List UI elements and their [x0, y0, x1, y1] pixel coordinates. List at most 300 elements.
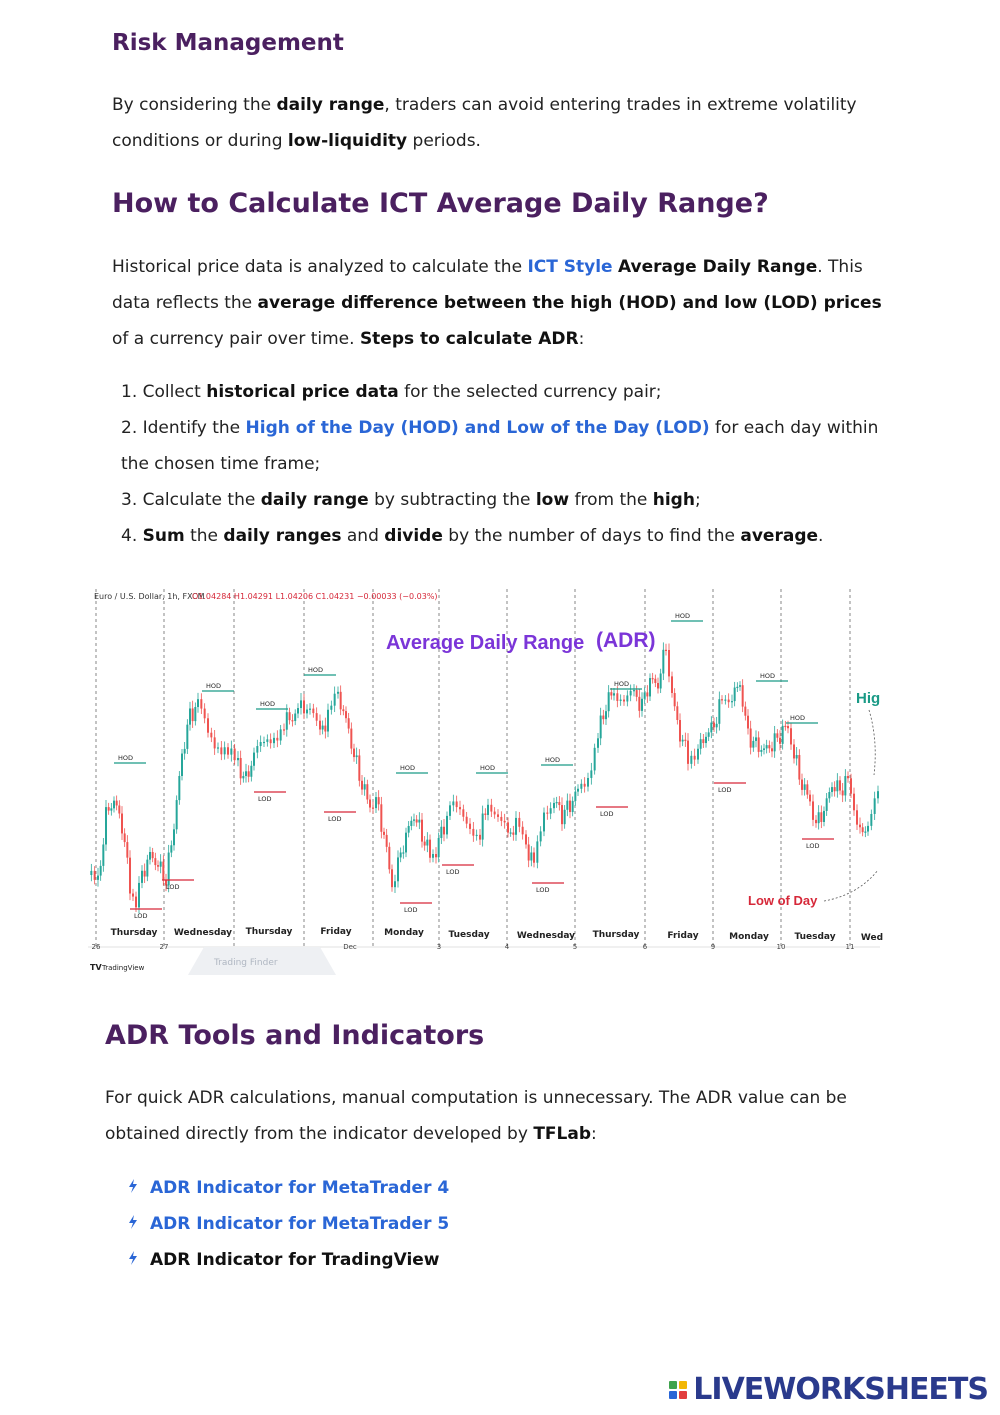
candle-body [289, 712, 291, 720]
candle-body [386, 835, 388, 847]
chart-title-adr: (ADR) [596, 629, 656, 652]
candle-body [809, 795, 811, 802]
candle-body [154, 858, 156, 865]
candle-body [747, 716, 749, 729]
candle-body [768, 745, 770, 748]
candle-body [253, 753, 255, 766]
candle-body [256, 746, 258, 753]
candle-body [736, 687, 738, 688]
candle-body [744, 707, 746, 716]
candle-body [787, 726, 789, 728]
candle-body [204, 709, 206, 719]
lod-label: LOD [166, 883, 180, 891]
candle-body [828, 792, 830, 798]
candle-body [776, 733, 778, 737]
candle-body [394, 881, 396, 887]
candle-body [242, 776, 244, 778]
lod-label: LOD [600, 810, 614, 818]
candle-body [662, 650, 664, 674]
candle-body [763, 748, 765, 750]
day-label: Tuesday [448, 930, 490, 940]
candle-body [388, 847, 390, 869]
candle-body [613, 693, 615, 695]
candle-body [644, 692, 646, 698]
day-label: Tuesday [794, 932, 836, 942]
candle-body [400, 852, 402, 857]
candle-body [536, 841, 538, 862]
risk-heading: Risk Management [112, 30, 344, 56]
candle-body [610, 692, 612, 695]
candle-body [375, 797, 377, 808]
candle-body [94, 871, 96, 880]
hod-label: HOD [118, 754, 134, 762]
candle-body [515, 818, 517, 835]
date-tick: 10 [776, 943, 786, 951]
day-label: Friday [667, 931, 699, 941]
liveworksheets-logo: LIVEWORKSHEETS [669, 1372, 988, 1407]
candle-body [572, 801, 574, 812]
candle-body [525, 834, 527, 844]
candle-body [319, 721, 321, 730]
candle-body [356, 755, 358, 757]
candle-body [462, 809, 464, 816]
candle-body [361, 781, 363, 790]
candle-body [345, 711, 347, 718]
candle-body [240, 758, 242, 778]
candle-body [366, 784, 368, 799]
date-tick: 3 [436, 943, 442, 951]
candle-body [353, 749, 355, 758]
candle-body [248, 771, 250, 776]
candle-body [263, 742, 265, 743]
candle-body [716, 724, 718, 728]
candle-body [710, 723, 712, 733]
candle-body [459, 807, 461, 809]
candle-body [779, 738, 781, 744]
candle-body [608, 692, 610, 711]
candle-body [358, 755, 360, 780]
candle-body [690, 756, 692, 764]
candle-body [510, 832, 512, 833]
candle-body [189, 708, 191, 724]
candle-body [782, 726, 784, 744]
candle-body [217, 747, 219, 748]
step-4: 4. Sum the daily ranges and divide by the number of days to find the average. [121, 526, 824, 546]
candle-body [815, 820, 817, 823]
candle-body [734, 688, 736, 702]
candle-body [728, 700, 730, 703]
candle-body [497, 814, 499, 817]
candle-body [665, 650, 667, 651]
candle-body [90, 871, 92, 875]
candle-body [574, 792, 576, 801]
candle-body [372, 808, 374, 809]
candle-body [337, 692, 339, 694]
candle-body [429, 840, 431, 858]
candle-body [438, 838, 440, 857]
candle-body [309, 709, 311, 710]
candle-body [682, 740, 684, 742]
candle-body [435, 854, 437, 857]
tradingview-item-label: ADR Indicator for TradingView [150, 1250, 440, 1270]
candle-body [820, 812, 822, 822]
candle-body [418, 820, 420, 823]
calc-paragraph: Historical price data is analyzed to calculate the ICT Style Average Daily Range. This data reflects the average difference between the high (HOD) and low (LOD) prices of a currency pair over time. Steps to calculate ADR: [112, 257, 882, 349]
candle-body [874, 798, 876, 814]
tools-paragraph: For quick ADR calculations, manual computation is unnecessary. The ADR value can be obtained directly from the indicator developed by TFLab: [105, 1088, 847, 1144]
date-tick: 27 [159, 943, 169, 951]
candle-body [760, 750, 762, 752]
candle-body [546, 813, 548, 814]
candle-body [121, 814, 123, 834]
candle-body [847, 776, 849, 778]
candle-body [135, 897, 137, 908]
candle-body [446, 816, 448, 835]
day-label: Wednesday [516, 931, 576, 941]
candle-body [472, 829, 474, 836]
mt5-link[interactable]: ADR Indicator for MetaTrader 5 [150, 1214, 450, 1234]
candle-body [283, 729, 285, 730]
candle-body [750, 728, 752, 747]
candle-body [674, 693, 676, 706]
candle-body [676, 706, 678, 720]
candle-body [700, 739, 702, 749]
candle-body [452, 801, 454, 805]
symbol-label: Euro / U.S. Dollar, 1h, FXCM [94, 592, 205, 601]
candle-body [149, 852, 151, 860]
candle-body [512, 832, 514, 834]
candle-body [469, 824, 471, 829]
candle-body [660, 673, 662, 688]
candle-body [416, 819, 418, 822]
candle-body [297, 708, 299, 713]
hod-label: HOD [480, 764, 496, 772]
candle-body [432, 854, 434, 858]
day-label: Friday [320, 927, 352, 937]
hod-label: HOD [614, 680, 630, 688]
tool-item-mt5[interactable] [128, 1206, 449, 1242]
candle-body [796, 755, 798, 758]
candle-body [227, 747, 229, 754]
candle-body [758, 737, 760, 751]
tools-list [128, 1170, 449, 1278]
candle-body [668, 650, 670, 676]
candle-body [443, 827, 445, 835]
candle-body [877, 791, 879, 798]
candle-body [864, 832, 866, 833]
candle-body [194, 707, 196, 721]
step-3: 3. Calculate the daily range by subtracting the low from the high; [121, 490, 701, 510]
candle-body [530, 852, 532, 860]
candle-body [316, 713, 318, 721]
candle-body [214, 737, 216, 748]
candle-body [721, 699, 723, 700]
candle-body [856, 810, 858, 824]
calc-heading: How to Calculate ICT Average Daily Range? [112, 188, 769, 219]
hod-label: HOD [790, 714, 806, 722]
candle-body [380, 804, 382, 831]
candle-body [867, 826, 869, 832]
candle-body [118, 805, 120, 813]
low-of-day-annotation: Low of Day [748, 893, 818, 908]
candle-body [580, 784, 582, 789]
day-label: Wed [860, 933, 884, 943]
candle-body [126, 842, 128, 858]
candle-body [197, 699, 199, 707]
candle-body [224, 747, 226, 754]
candle-body [636, 690, 638, 697]
candle-body [752, 741, 754, 748]
candle-body [207, 718, 209, 732]
candle-body [697, 749, 699, 760]
candle-body [540, 831, 542, 841]
day-label: Thursday [245, 927, 293, 937]
candle-body [113, 801, 115, 809]
candle-body [200, 699, 202, 708]
day-label: Wednesday [173, 928, 233, 938]
candle-body [250, 766, 252, 777]
candle-body [602, 716, 604, 720]
candle-body [237, 758, 239, 760]
candle-body [482, 814, 484, 840]
candle-body [638, 697, 640, 711]
candle-body [533, 852, 535, 862]
tool-item-tradingview [128, 1242, 449, 1278]
candle-body [652, 678, 654, 679]
candle-body [784, 726, 786, 727]
candle-body [600, 716, 602, 739]
candle-body [342, 709, 344, 711]
lod-label: LOD [536, 886, 550, 894]
lod-label: LOD [134, 912, 148, 920]
candle-body [507, 822, 509, 832]
candle-body [364, 784, 366, 789]
candle-body [587, 778, 589, 787]
candle-body [801, 780, 803, 790]
candle-body [566, 801, 568, 810]
candle-body [424, 842, 426, 846]
day-label: Monday [384, 928, 424, 938]
candle-body [410, 821, 412, 826]
candle-body [245, 771, 247, 776]
candle-body [378, 797, 380, 804]
candle-body [97, 876, 99, 880]
candle-body [818, 812, 820, 823]
candle-body [798, 755, 800, 780]
candle-body [184, 749, 186, 754]
date-tick: 6 [642, 943, 648, 951]
trading-finder-watermark: Trading Finder [214, 958, 278, 968]
candle-body [234, 749, 236, 761]
day-label: Monday [729, 932, 769, 942]
candle-body [260, 742, 262, 746]
candle-body [280, 729, 282, 740]
candle-body [266, 739, 268, 742]
candle-body [100, 866, 102, 876]
candle-body [157, 865, 159, 867]
candle-body [141, 871, 143, 883]
candle-body [110, 808, 112, 810]
candle-body [831, 787, 833, 792]
high-annotation: Hig [856, 690, 881, 707]
ohlc-readout: O1.04284 H1.04291 L1.04206 C1.04231 −0.00033 (−0.03%) [192, 592, 438, 601]
candle-body [641, 699, 643, 711]
candle-body [705, 737, 707, 743]
lod-label: LOD [404, 906, 418, 914]
candle-body [561, 805, 563, 824]
candle-body [108, 807, 110, 811]
candle-body [102, 844, 104, 865]
candle-body [620, 700, 622, 701]
candle-body [839, 780, 841, 790]
candle-body [755, 737, 757, 741]
lod-label: LOD [446, 868, 460, 876]
tradingview-logo: TradingView [102, 964, 145, 972]
candle-body [646, 692, 648, 696]
lod-label: LOD [258, 795, 272, 803]
candle-body [739, 685, 741, 687]
candle-body [476, 835, 478, 836]
lod-label: LOD [718, 786, 732, 794]
candle-body [671, 676, 673, 693]
candle-body [144, 871, 146, 877]
candle-body [657, 683, 659, 688]
candle-body [340, 692, 342, 710]
candle-body [270, 739, 272, 743]
date-tick: 4 [504, 943, 510, 951]
candle-body [584, 784, 586, 787]
date-tick: 9 [710, 943, 716, 951]
candle-body [850, 778, 852, 793]
candle-body [522, 827, 524, 835]
candle-body [623, 700, 625, 702]
candle-body [327, 710, 329, 732]
ict-style-link[interactable]: ICT Style [527, 257, 613, 277]
bolt-icon [128, 1170, 142, 1206]
candle-body [324, 726, 326, 732]
bolt-icon [128, 1206, 142, 1242]
candle-body [466, 817, 468, 824]
candle-body [408, 826, 410, 833]
candle-body [413, 819, 415, 820]
candle-body [724, 700, 726, 701]
candle-body [186, 725, 188, 749]
candle-body [494, 812, 496, 815]
candle-body [490, 805, 492, 812]
candle-body [312, 709, 314, 713]
candle-body [369, 800, 371, 808]
candle-body [456, 801, 458, 807]
candle-body [569, 801, 571, 812]
step-2: 2. Identify the High of the Day (HOD) and Low of the Day (LOD) for each day within the chosen time frame; [121, 418, 879, 474]
hod-label: HOD [260, 700, 276, 708]
candle-body [713, 723, 715, 728]
candle-body [826, 798, 828, 811]
adr-chart [88, 585, 884, 975]
candle-body [708, 732, 710, 736]
candle-body [842, 791, 844, 796]
adr-chart-svg [88, 585, 884, 975]
liveworksheets-logo-icon [669, 1381, 687, 1399]
candle-body [124, 833, 126, 842]
candle-body [694, 756, 696, 760]
candle-body [116, 801, 118, 806]
candle-body [129, 858, 131, 894]
tool-item-mt4[interactable] [128, 1170, 449, 1206]
candle-body [421, 820, 423, 842]
candle-body [273, 738, 275, 743]
candle-body [152, 852, 154, 858]
candle-body [402, 852, 404, 853]
chart-title: Average Daily Range [386, 632, 585, 654]
candle-body [654, 679, 656, 683]
hod-label: HOD [308, 666, 324, 674]
step-1: 1. Collect historical price data for the selected currency pair; [121, 382, 662, 402]
mt4-link[interactable]: ADR Indicator for MetaTrader 4 [150, 1178, 450, 1198]
candle-body [597, 738, 599, 748]
candle-body [484, 814, 486, 815]
lod-label: LOD [328, 815, 342, 823]
candle-body [550, 808, 552, 813]
candle-body [806, 784, 808, 794]
tradingview-icon: TV [90, 963, 102, 972]
hod-label: HOD [545, 756, 561, 764]
candle-body [577, 789, 579, 792]
candle-body [350, 729, 352, 749]
candle-body [564, 810, 566, 824]
candle-body [348, 718, 350, 728]
candle-body [181, 754, 183, 776]
date-tick: Dec [343, 943, 357, 951]
candle-body [702, 739, 704, 743]
candle-body [146, 860, 148, 877]
hod-label: HOD [400, 764, 416, 772]
candle-body [790, 728, 792, 744]
candle-body [449, 805, 451, 816]
candle-body [853, 794, 855, 811]
tools-heading: ADR Tools and Indicators [105, 1020, 485, 1051]
candle-body [518, 818, 520, 827]
risk-paragraph: By considering the daily range, traders can avoid entering trades in extreme volatility conditions or during low-liquidity periods. [112, 95, 857, 151]
day-label: Thursday [110, 928, 158, 938]
candle-body [793, 744, 795, 758]
candle-body [590, 770, 592, 778]
candle-body [286, 712, 288, 729]
candle-body [626, 695, 628, 701]
candle-body [405, 833, 407, 853]
candle-body [605, 711, 607, 719]
candle-body [176, 800, 178, 829]
candle-body [330, 706, 332, 710]
candle-body [105, 807, 107, 844]
candle-body [178, 776, 180, 800]
candle-body [804, 784, 806, 790]
hod-label: HOD [675, 612, 691, 620]
bolt-icon [128, 1242, 142, 1278]
hod-label: HOD [760, 672, 776, 680]
candle-body [192, 708, 194, 721]
candle-body [718, 699, 720, 724]
candle-body [397, 857, 399, 881]
candle-body [500, 817, 502, 821]
candle-body [630, 691, 632, 696]
candle-body [300, 700, 302, 708]
candle-body [160, 862, 162, 867]
hod-label: HOD [206, 682, 222, 690]
candle-body [679, 720, 681, 742]
hod-lod-link[interactable]: High of the Day (HOD) and Low of the Day (LOD) [245, 418, 710, 438]
candle-body [616, 693, 618, 701]
